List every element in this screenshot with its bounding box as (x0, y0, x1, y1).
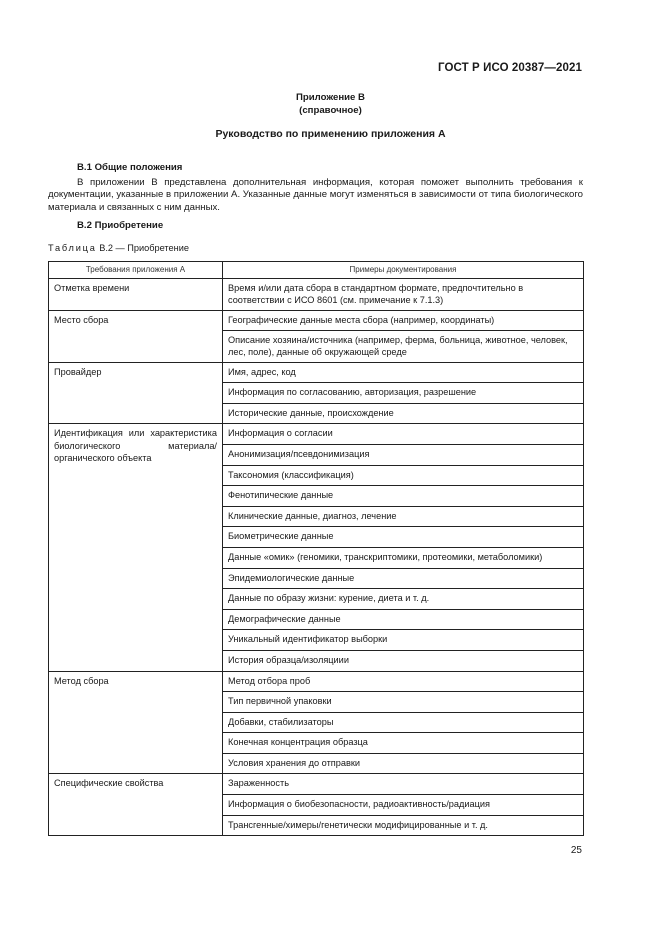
heading-b1: В.1 Общие положения (77, 162, 183, 173)
example-cell: Исторические данные, происхождение (223, 403, 584, 424)
annex-type: (справочное) (299, 105, 362, 116)
table-row (49, 671, 584, 692)
heading-b2: В.2 Приобретение (77, 220, 164, 231)
requirement-cell: Отметка времени (49, 279, 223, 310)
table-row (49, 774, 584, 795)
standard-code: ГОСТ Р ИСО 20387—2021 (437, 62, 582, 74)
table-row (49, 310, 584, 331)
example-cell: Таксономия (классификация) (223, 465, 584, 486)
example-cell: Данные по образу жизни: курение, диета и т. д. (223, 589, 584, 610)
example-cell: Клинические данные, диагноз, лечение (223, 506, 584, 527)
example-cell: Биометрические данные (223, 527, 584, 548)
table-row (49, 279, 584, 310)
example-cell: Условия хранения до отправки (223, 753, 584, 774)
paragraph-b1-text: В приложении В представлена дополнительная информация, которая поможет выполнить требования к документации, указанные в приложении А. Указанные данные могут изменяться в зависимости от типа биологического материала и связанных с ним данных. (48, 177, 583, 213)
requirement-cell: Идентификация или характеристика биологического материала/органического объекта (49, 424, 223, 671)
example-cell: Конечная концентрация образца (223, 733, 584, 754)
example-cell: Метод отбора проб (223, 671, 584, 692)
example-cell: Эпидемиологические данные (223, 568, 584, 589)
section-title: Руководство по применению приложения А (215, 128, 446, 140)
table-body (49, 279, 584, 836)
annex-label: Приложение В (296, 92, 365, 103)
example-cell: Имя, адрес, код (223, 362, 584, 383)
requirement-cell: Провайдер (49, 362, 223, 424)
example-cell: Данные «омик» (геномики, транскриптомики, протеомики, метаболомики) (223, 547, 584, 568)
example-cell: Информация о биобезопасности, радиоактивность/радиация (223, 795, 584, 816)
table-row (49, 362, 584, 383)
example-cell: Трансгенные/химеры/генетически модифицированные и т. д. (223, 815, 584, 836)
example-cell: Время и/или дата сбора в стандартном формате, предпочтительно в соответствии с ИСО 8601 (см. примечание к 7.1.3) (223, 279, 584, 310)
page-number: 25 (570, 845, 582, 856)
requirement-cell: Метод сбора (49, 671, 223, 774)
example-cell: Информация о согласии (223, 424, 584, 445)
example-cell: История образца/изоляциии (223, 650, 584, 671)
acquisition-table (48, 261, 584, 836)
annex-title (0, 91, 661, 117)
example-cell: Уникальный идентификатор выборки (223, 630, 584, 651)
example-cell: Демографические данные (223, 609, 584, 630)
paragraph-b1 (48, 177, 583, 214)
example-cell: Фенотипические данные (223, 486, 584, 507)
column-header-requirements: Требования приложения А (49, 262, 223, 279)
table-header-row (49, 262, 584, 279)
example-cell: Добавки, стабилизаторы (223, 712, 584, 733)
table-caption (48, 243, 189, 253)
example-cell: Описание хозяина/источника (например, ферма, больница, животное, человек, лес, поле), данные об окружающей среде (223, 331, 584, 362)
example-cell: Зараженность (223, 774, 584, 795)
example-cell: Анонимизация/псевдонимизация (223, 444, 584, 465)
table-caption-text: В.2 — Приобретение (99, 243, 189, 253)
example-cell: Информация по согласованию, авторизация, разрешение (223, 383, 584, 404)
table-row (49, 424, 584, 445)
example-cell: Тип первичной упаковки (223, 692, 584, 713)
requirement-cell: Специфические свойства (49, 774, 223, 836)
example-cell: Географические данные места сбора (например, координаты) (223, 310, 584, 331)
requirement-cell: Место сбора (49, 310, 223, 362)
column-header-examples: Примеры документирования (223, 262, 584, 279)
table-caption-prefix: Таблица (48, 243, 97, 253)
